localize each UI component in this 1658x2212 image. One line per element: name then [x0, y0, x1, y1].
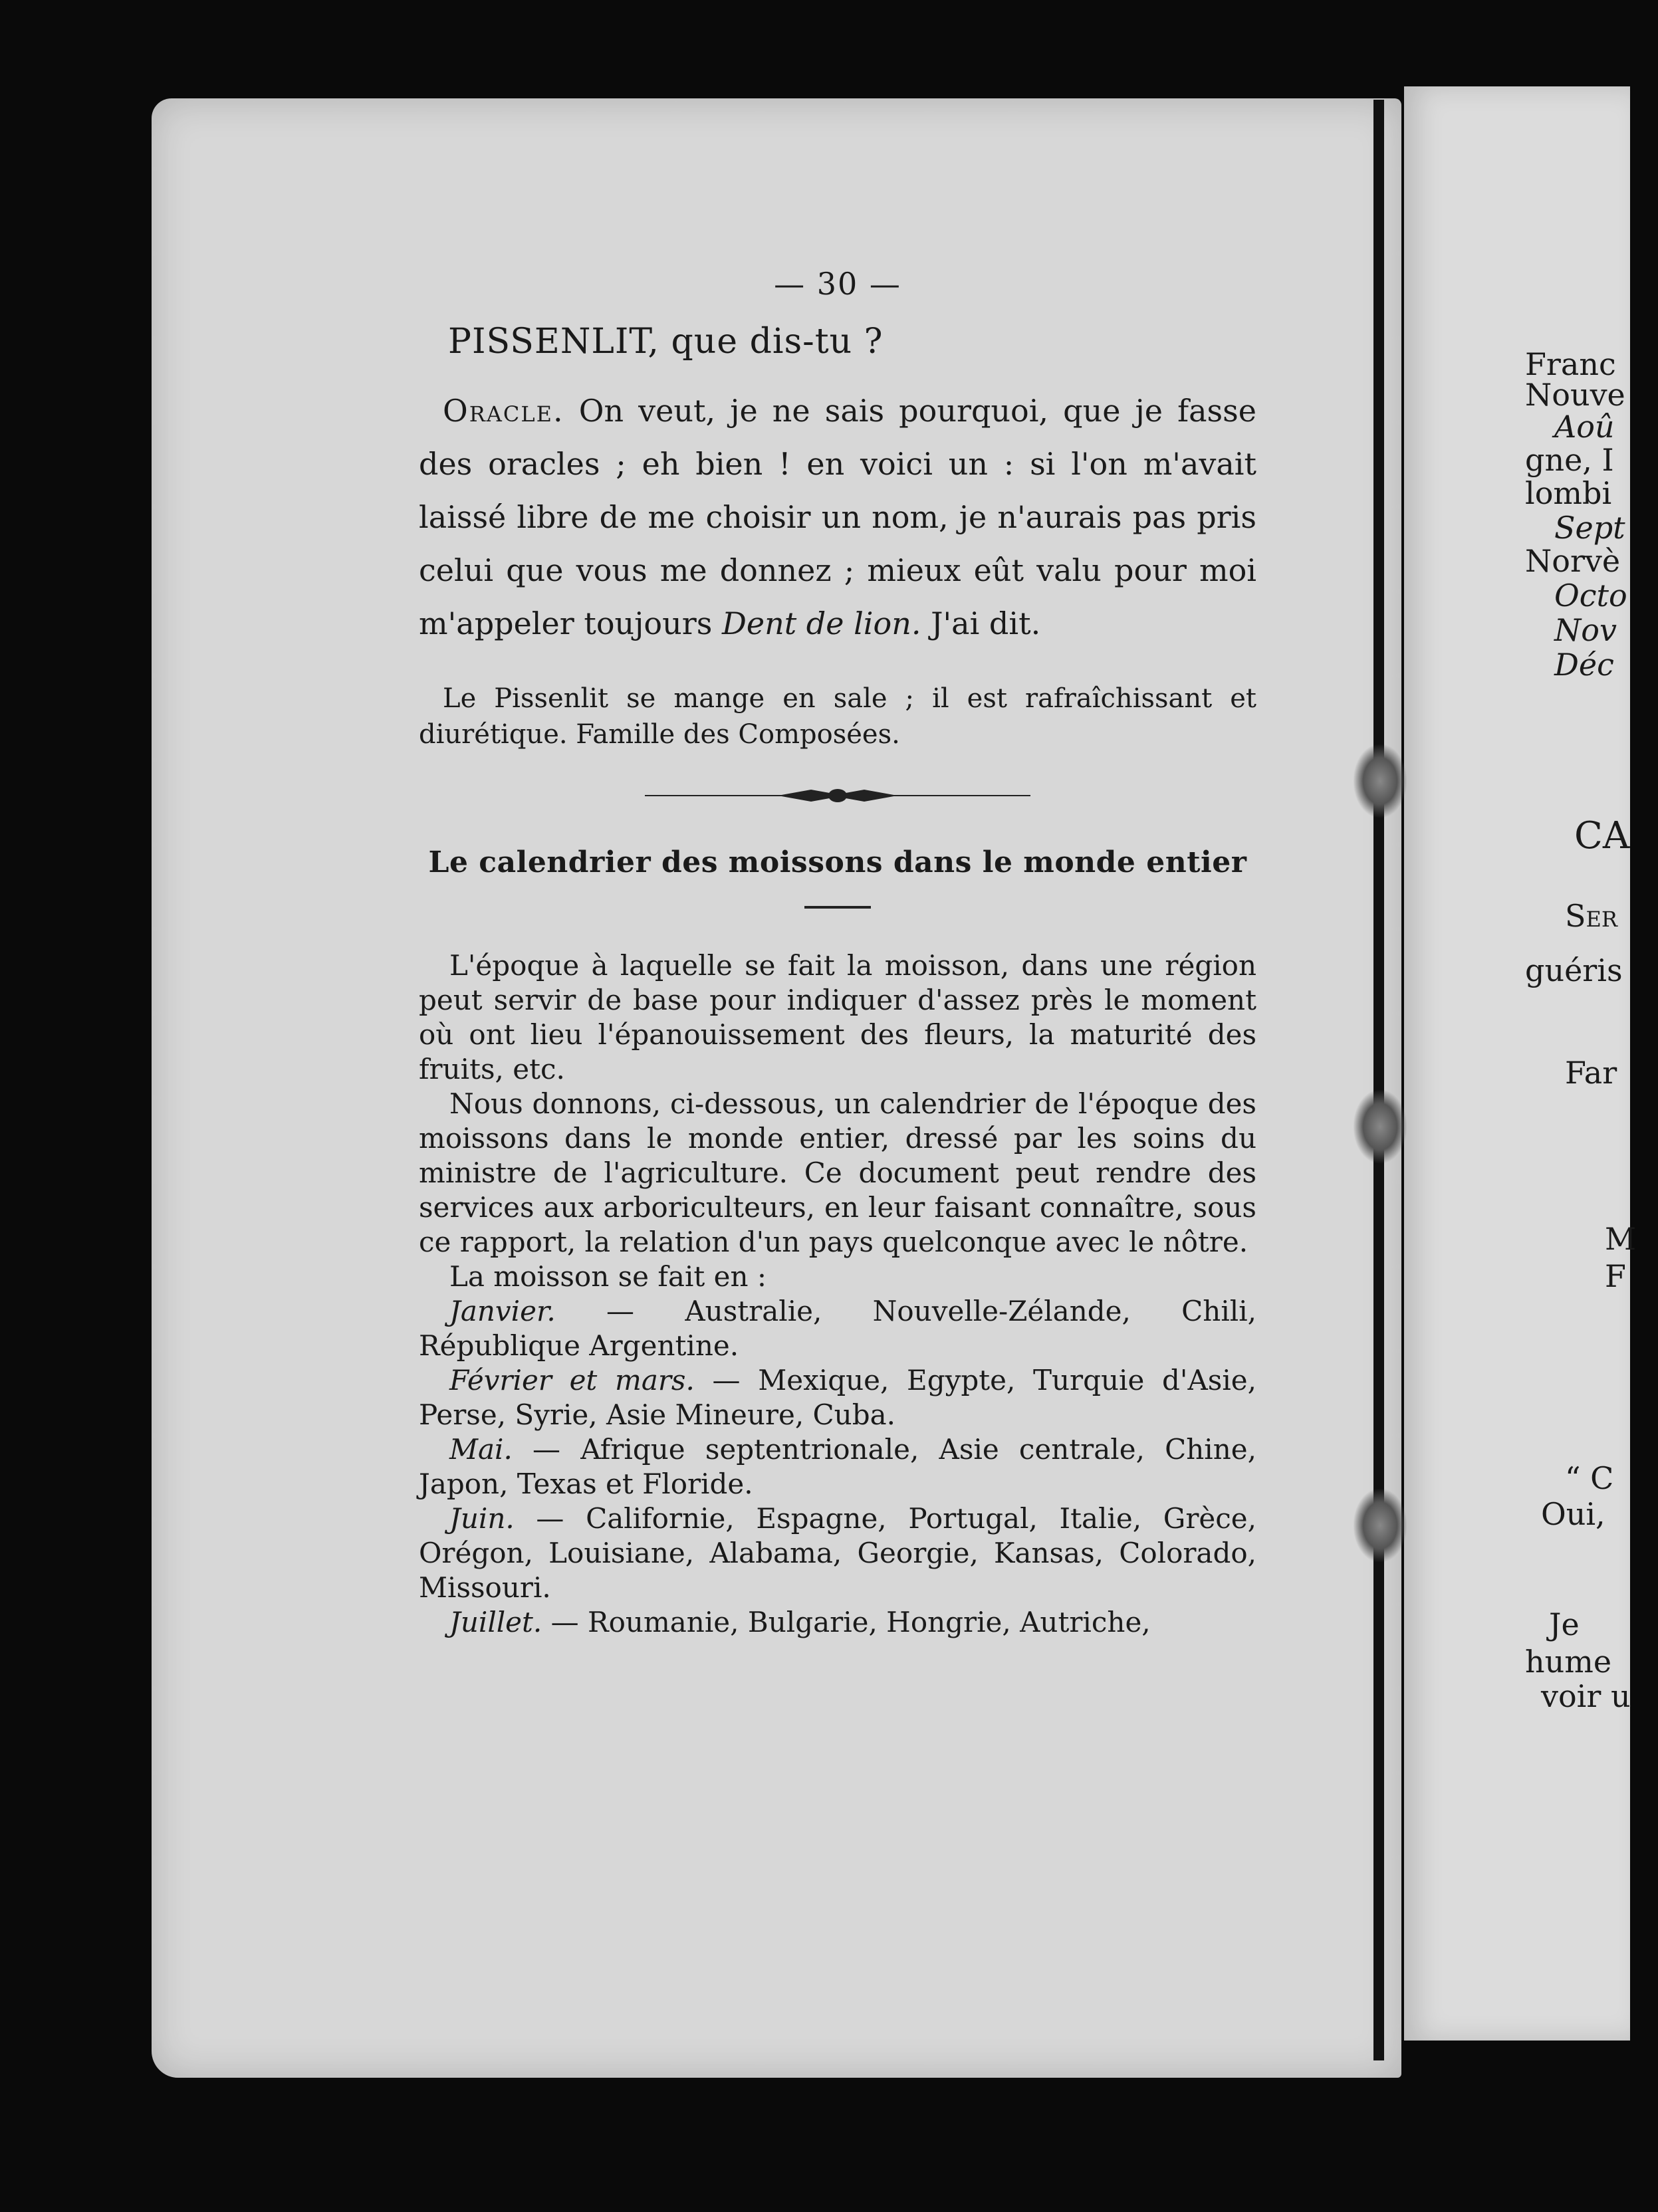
entry-mai — [419, 1432, 1256, 1501]
oracle-text-1: On veut, je ne sais pourquoi, que je fasse des oracles ; eh bien ! en voici un : si l'on m'avait laissé libre de me choisir un nom, je n'aurais pas pris celui que vous me donnez ; mieux eût valu pour moi m'appeler toujours — [419, 393, 1256, 641]
oracle-italic: Dent de lion. — [721, 606, 921, 641]
entry-fevrier — [419, 1363, 1256, 1432]
right-fragment: guéris — [1525, 952, 1623, 988]
page-number: — 30 — — [774, 266, 901, 302]
entry-juin — [419, 1501, 1256, 1605]
month-label: Mai. — [449, 1433, 513, 1466]
right-fragment: Norvè — [1525, 543, 1621, 579]
right-fragment: Aoû — [1554, 409, 1615, 445]
right-fragment: lombi — [1525, 475, 1612, 511]
month-label: Juillet. — [449, 1606, 542, 1638]
right-fragment: gne, I — [1525, 442, 1614, 478]
oracle-text-2: J'ai dit. — [921, 606, 1041, 641]
pissenlit-heading: PISSENLIT, que dis-tu ? — [448, 322, 884, 362]
calendar-intro: L'époque à laquelle se fait la moisson, dans une région peut servir de base pour indiquer d'assez près le moment où ont lieu l'épanouissement des fleurs, la maturité des fruits, etc. — [419, 949, 1256, 1085]
entry-text: — Australie, Nouvelle-Zélande, Chili, République Argentine. — [419, 1295, 1256, 1362]
page-content — [419, 266, 1256, 1640]
entry-text: — Californie, Espagne, Portugal, Italie, Grèce, Orégon, Louisiane, Alabama, Georgie, Kansas, Colorado, Missouri. — [419, 1502, 1256, 1604]
right-fragment: Déc — [1554, 647, 1614, 683]
pissenlit-note: Le Pissenlit se mange en sale ; il est rafraîchissant et diurétique. Famille des Composées. — [419, 683, 1256, 750]
calendar-heading: Le calendrier des moissons dans le monde entier — [428, 845, 1247, 879]
right-fragment: Sept — [1554, 510, 1625, 546]
right-fragment: hume — [1525, 1644, 1612, 1680]
binding-stitch — [1354, 744, 1407, 818]
right-fragment: CA — [1574, 814, 1630, 857]
right-fragment: M — [1605, 1221, 1637, 1257]
binding-stitch — [1354, 1489, 1407, 1562]
calendar-body — [419, 948, 1256, 1640]
right-fragment: “ C — [1565, 1460, 1614, 1496]
short-rule — [804, 906, 871, 909]
right-fragment: Je — [1549, 1606, 1580, 1642]
book-gutter — [1373, 100, 1384, 2060]
entry-text: — Mexique, Egypte, Turquie d'Asie, Perse, Syrie, Asie Mineure, Cuba. — [419, 1364, 1256, 1431]
month-label: Février et mars. — [449, 1364, 695, 1396]
right-fragment: Oui, — [1541, 1496, 1605, 1532]
right-fragment: Octo — [1554, 578, 1627, 613]
right-fragment: Nov — [1554, 612, 1617, 648]
fleuron-ornament — [645, 786, 1030, 806]
right-fragment: Franc — [1525, 346, 1616, 382]
calendar-lead: La moisson se fait en : — [449, 1260, 767, 1293]
month-label: Juin. — [449, 1502, 515, 1535]
right-fragment: Far — [1565, 1055, 1617, 1091]
entry-text: — Afrique septentrionale, Asie centrale, Chine, Japon, Texas et Floride. — [419, 1433, 1256, 1500]
oracle-paragraph — [419, 384, 1256, 650]
binding-stitch — [1354, 1090, 1407, 1163]
right-fragment: Nouve — [1525, 377, 1625, 413]
entry-janvier — [419, 1294, 1256, 1363]
right-fragment: F — [1605, 1258, 1626, 1294]
right-fragment: Ser — [1565, 898, 1617, 934]
oracle-label: Oracle. — [443, 393, 564, 429]
calendar-para2: Nous donnons, ci-dessous, un calendrier de l'époque des moissons dans le monde entier, dressé par les soins du ministre de l'agriculture. Ce document peut rendre des services aux arboriculteurs, en leur faisant connaître, sous ce rapport, la relation d'un pays quelconque avec le nôtre. — [419, 1087, 1256, 1258]
entry-juillet — [419, 1605, 1256, 1640]
month-label: Janvier. — [449, 1295, 556, 1327]
right-fragment: voir u — [1541, 1678, 1631, 1714]
entry-text: — Roumanie, Bulgarie, Hongrie, Autriche, — [542, 1606, 1151, 1638]
